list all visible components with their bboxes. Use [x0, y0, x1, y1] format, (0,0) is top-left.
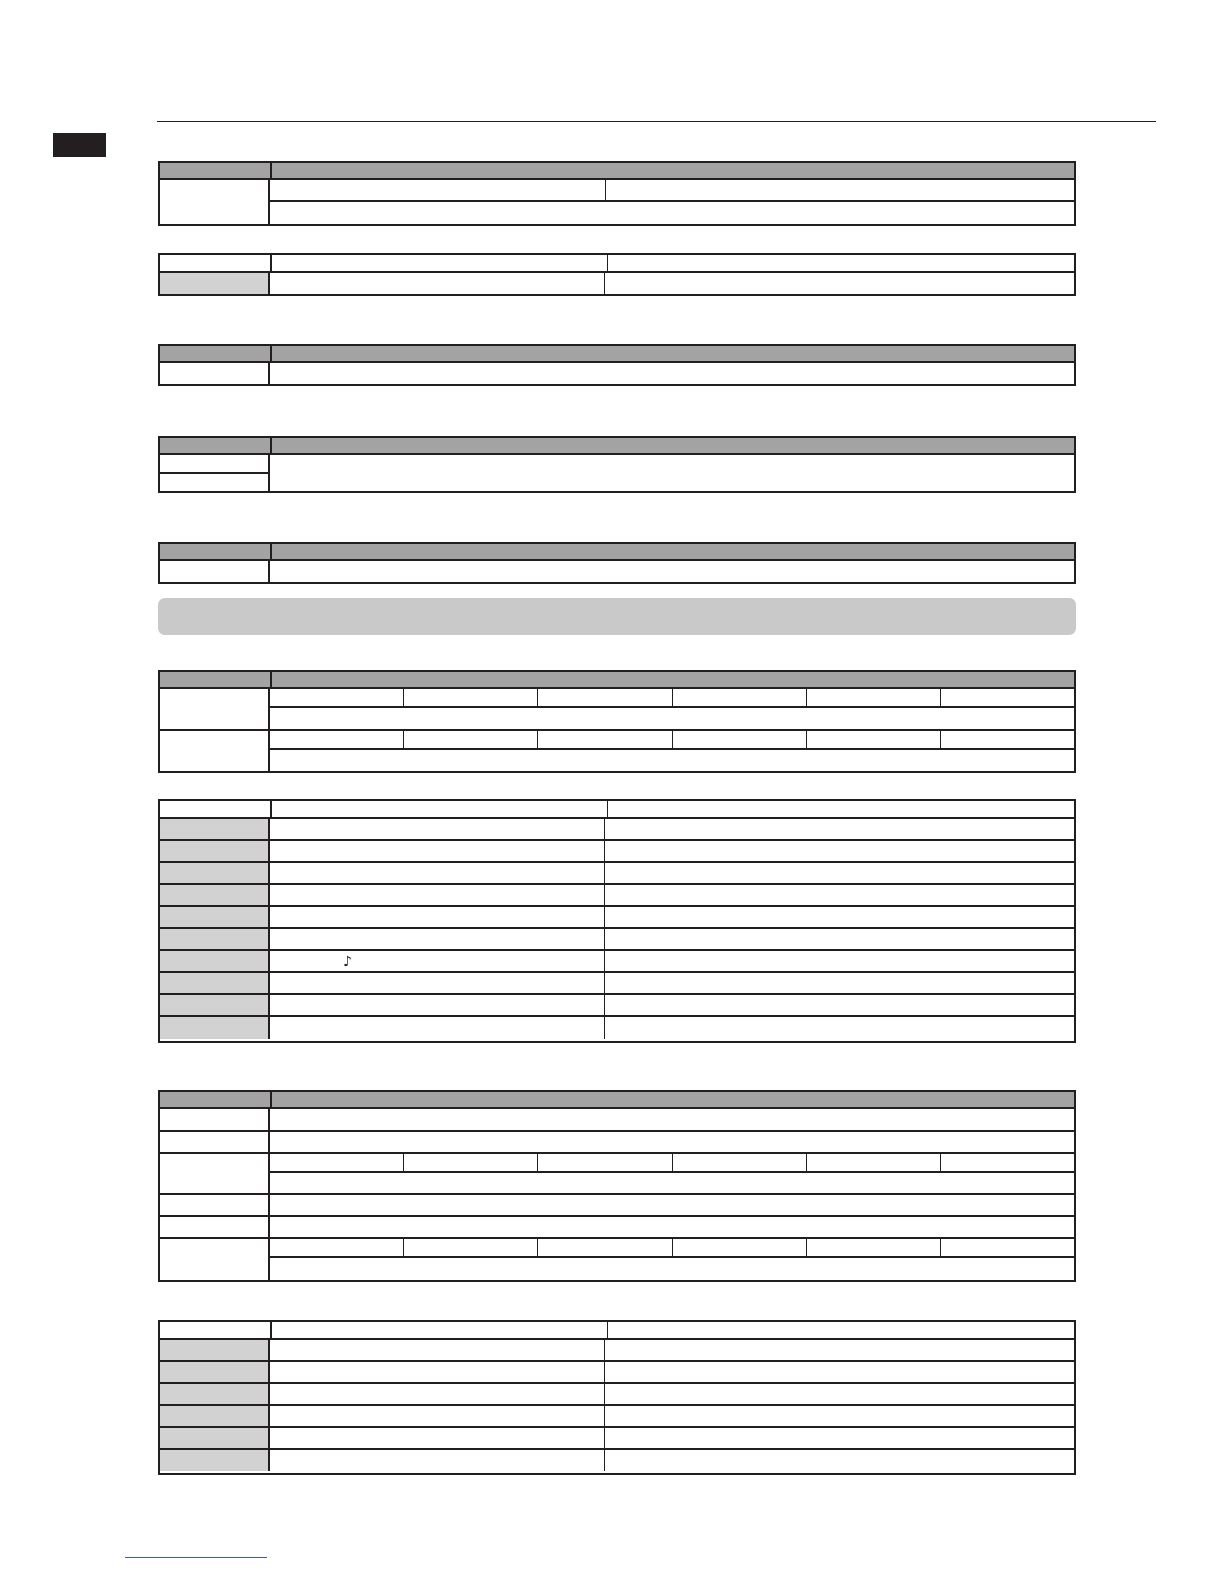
table-cell [160, 929, 270, 949]
table-cell [605, 841, 1074, 861]
table-cell [160, 951, 1074, 973]
table-cell [605, 1384, 1074, 1404]
table-cell [160, 544, 272, 559]
table-cell [270, 1258, 1074, 1280]
table-cell [160, 1195, 270, 1215]
table-cell [160, 731, 270, 771]
table-cell [160, 346, 1074, 363]
table-cell [272, 1092, 1074, 1107]
table-cell [160, 561, 1074, 582]
table-cell [270, 1154, 1074, 1193]
table-cell [270, 731, 1074, 750]
table-cell [160, 1109, 1074, 1132]
table-cell [270, 731, 1074, 771]
table-cell [160, 1239, 270, 1280]
table-cell [160, 1017, 270, 1039]
table-cell [270, 907, 605, 927]
table-cell [270, 750, 1074, 771]
table-cell [160, 1239, 1074, 1280]
table-cell [941, 689, 1074, 706]
table-cell [538, 1239, 672, 1256]
table-cell [160, 1132, 1074, 1154]
table-cell [270, 455, 1074, 491]
table-cell [160, 801, 272, 817]
table-cell [270, 180, 1074, 202]
table-cell [270, 561, 1074, 582]
table-cell [272, 346, 1074, 361]
table-cell [160, 1450, 270, 1471]
table-cell [270, 1132, 1074, 1152]
table-cell [160, 689, 270, 729]
table-cell [538, 1154, 672, 1171]
table-cell [272, 1322, 608, 1338]
table-cell [270, 951, 605, 971]
table-cell [272, 255, 608, 271]
table-cell [160, 1384, 270, 1404]
table-cell [160, 1340, 1074, 1362]
table-cell [270, 1340, 605, 1360]
table-cell [270, 689, 1074, 708]
table-cell [270, 929, 605, 949]
value-cell [606, 180, 1074, 200]
table-cell [270, 1017, 605, 1039]
table-cell [160, 1154, 270, 1193]
table-cell [160, 255, 1074, 273]
table-cell [160, 1322, 272, 1338]
table-cell [160, 907, 1074, 929]
table-cell [270, 1239, 404, 1256]
table-cell [160, 1384, 1074, 1406]
table-cell [160, 163, 272, 178]
table-cell [160, 863, 1074, 885]
table-cell [605, 995, 1074, 1015]
header-rule [157, 121, 1156, 122]
table-cell [160, 1428, 1074, 1450]
table-cell [160, 1406, 270, 1426]
section-banner [158, 598, 1076, 635]
table-cell [160, 180, 1074, 224]
table-cell [404, 731, 538, 748]
table-cell [270, 1428, 605, 1448]
table-cell [160, 346, 272, 361]
table-cell [605, 1406, 1074, 1426]
footer-link-underline[interactable] [125, 1557, 267, 1558]
table-cell [160, 1154, 1074, 1195]
table-cell [160, 995, 270, 1015]
table-cell [160, 1322, 1074, 1340]
table-cell [270, 885, 605, 905]
table-cell [673, 689, 807, 706]
table-cell [270, 1406, 605, 1426]
table-cell [270, 1154, 1074, 1173]
table-cell [160, 973, 1074, 995]
table-cell [160, 1217, 270, 1237]
table-cell [160, 1340, 270, 1360]
table-cell [160, 1406, 1074, 1428]
table-cell [160, 672, 272, 687]
table-cell [160, 907, 270, 927]
table-cell [160, 561, 270, 582]
table-cell [605, 1450, 1074, 1471]
table-cell [160, 544, 1074, 561]
table-cell [160, 1428, 270, 1448]
table-cell [538, 689, 672, 706]
table-cell [270, 863, 605, 883]
table-cell [538, 731, 672, 748]
description-cell [270, 202, 1074, 224]
table-cell [272, 801, 608, 817]
table-cell [807, 1239, 941, 1256]
table-cell [270, 1195, 1074, 1215]
table-cell [160, 951, 270, 971]
table-cell [160, 731, 1074, 771]
table-cell [605, 819, 1074, 839]
table-cell [608, 801, 1074, 817]
table-cell [673, 731, 807, 748]
table-cell [270, 689, 404, 706]
table-cell [160, 1092, 272, 1107]
table-cell [270, 973, 605, 993]
table-cell [941, 731, 1074, 748]
table-cell [270, 363, 1074, 384]
section-tab-marker [53, 133, 106, 157]
table-cell [160, 455, 1074, 491]
table-cell [605, 951, 1074, 971]
table-cell [160, 885, 1074, 907]
value-cell [270, 180, 606, 200]
table-cell [160, 819, 270, 839]
table-cell [160, 973, 270, 993]
table-cell [270, 1173, 1074, 1193]
table-cell [807, 731, 941, 748]
table-cell [272, 672, 1074, 687]
table-cell [270, 1450, 605, 1471]
table-cell [160, 1450, 1074, 1471]
table-cell [270, 995, 605, 1015]
table-cell [270, 708, 1074, 729]
param-table-5 [158, 670, 1076, 773]
table-cell [605, 1017, 1074, 1039]
eighth-note-icon: ♪ [343, 954, 352, 970]
table-cell [160, 1362, 270, 1382]
table-cell [160, 819, 1074, 841]
table-cell [404, 1154, 538, 1171]
table-cell [605, 885, 1074, 905]
value-table-1 [158, 253, 1076, 296]
table-cell [160, 885, 270, 905]
table-cell [270, 273, 605, 294]
param-table-1 [158, 161, 1076, 226]
table-cell [605, 273, 1074, 294]
table-cell [404, 1239, 538, 1256]
table-cell [605, 1340, 1074, 1360]
table-cell [270, 1109, 1074, 1130]
table-cell [272, 544, 1074, 559]
table-cell [605, 1428, 1074, 1448]
table-cell [605, 1362, 1074, 1382]
param-table-6 [158, 1090, 1076, 1282]
table-cell [160, 255, 272, 271]
table-cell [941, 1154, 1074, 1171]
table-cell [160, 929, 1074, 951]
param-label-cell [160, 180, 270, 224]
table-cell [673, 1239, 807, 1256]
table-cell [160, 455, 270, 491]
table-cell [608, 255, 1074, 271]
table-cell [160, 1109, 270, 1130]
table-cell [270, 819, 605, 839]
table-cell [270, 1239, 1074, 1280]
value-table-3 [158, 1320, 1076, 1475]
table-cell [270, 180, 1074, 224]
table-cell [270, 1239, 1074, 1258]
table-cell [807, 689, 941, 706]
table-cell [160, 841, 270, 861]
table-cell [160, 1195, 1074, 1217]
table-cell [270, 1154, 404, 1171]
table-cell [160, 1092, 1074, 1109]
table-cell [160, 672, 1074, 689]
table-cell [270, 841, 605, 861]
table-cell [270, 1362, 605, 1382]
table-cell [160, 363, 270, 384]
table-cell [608, 1322, 1074, 1338]
table-cell [270, 1384, 605, 1404]
param-table-2 [158, 344, 1076, 386]
table-cell [941, 1239, 1074, 1256]
param-table-3 [158, 436, 1076, 493]
table-cell [404, 689, 538, 706]
table-cell [270, 1217, 1074, 1237]
table-cell [160, 1217, 1074, 1239]
table-cell [160, 474, 268, 491]
table-cell [160, 1017, 1074, 1039]
table-cell [160, 995, 1074, 1017]
table-cell [160, 689, 1074, 731]
table-cell [160, 273, 1074, 294]
table-cell [605, 973, 1074, 993]
table-cell [270, 731, 404, 748]
table-cell [605, 863, 1074, 883]
table-header [160, 163, 1074, 180]
table-cell [673, 1154, 807, 1171]
table-cell [807, 1154, 941, 1171]
table-cell [272, 438, 1074, 453]
table-cell [160, 801, 1074, 819]
table-cell [160, 273, 270, 294]
value-table-2 [158, 799, 1076, 1043]
param-table-4 [158, 542, 1076, 584]
table-cell [160, 841, 1074, 863]
table-cell [160, 438, 1074, 455]
table-cell [160, 863, 270, 883]
table-cell [605, 929, 1074, 949]
table-cell [160, 438, 272, 453]
table-cell [270, 689, 1074, 729]
table-cell [160, 1132, 270, 1152]
table-cell [605, 907, 1074, 927]
table-cell [160, 455, 268, 474]
table-cell [160, 1362, 1074, 1384]
table-cell [160, 363, 1074, 384]
table-cell [272, 163, 1074, 178]
